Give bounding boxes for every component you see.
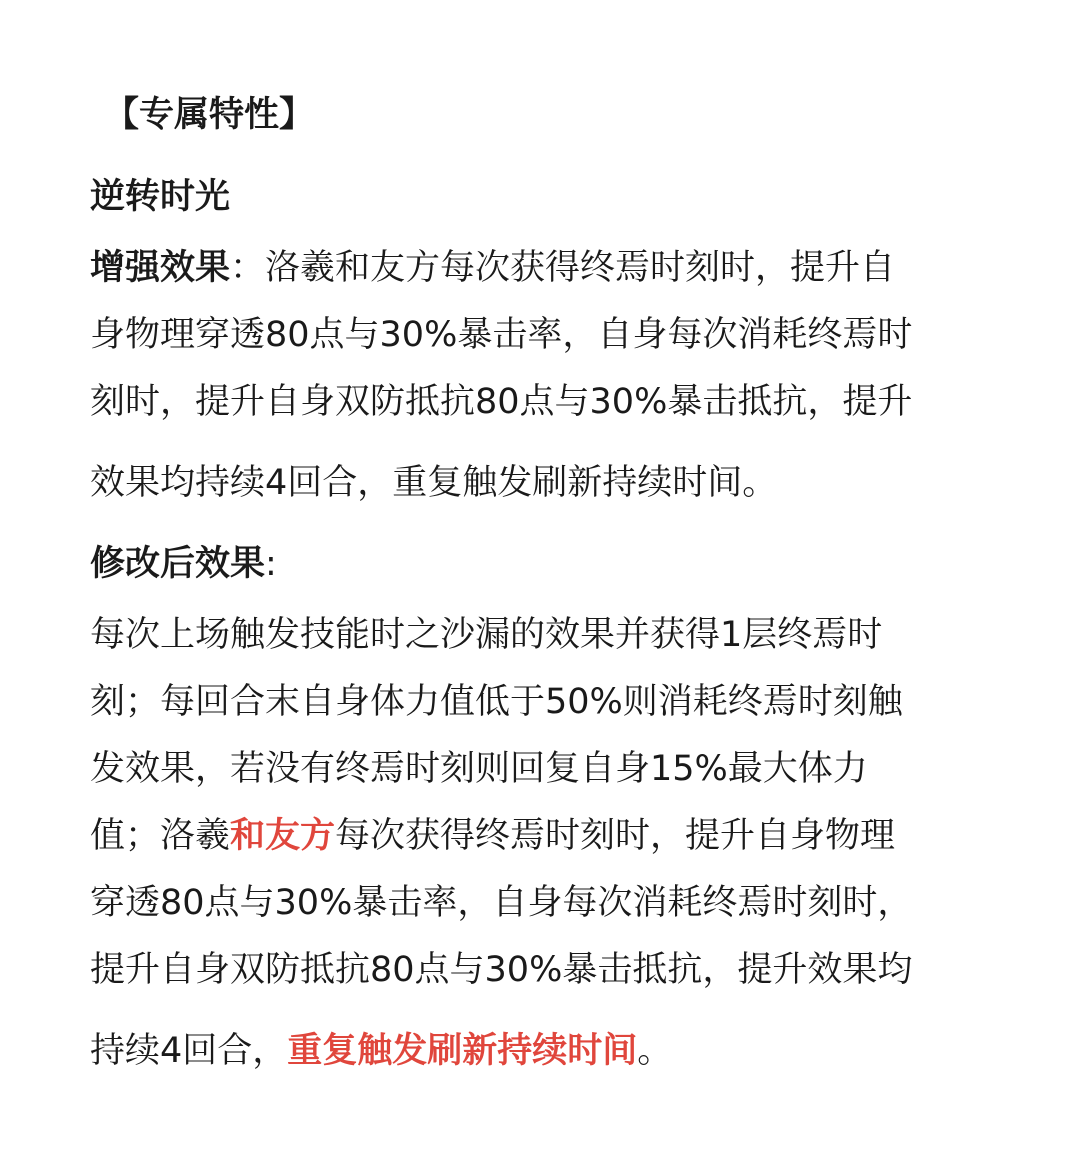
modified-effect-line-5: 穿透80点与30%暴击率，自身每次消耗终焉时刻时， (90, 883, 913, 923)
highlight-refresh-duration: 重复触发刷新持续时间 (287, 1031, 638, 1071)
modified-effect-label: 修改后效果 (90, 544, 266, 584)
modified-effect-text-4b: 每次获得终焉时刻时，提升自身物理 (335, 816, 896, 856)
modified-effect-line-6: 提升自身双防抵抗80点与30%暴击抵抗，提升效果均 (90, 950, 913, 990)
modified-effect-colon: : (265, 544, 277, 584)
modified-effect-text-7a: 持续4回合， (90, 1031, 288, 1071)
enhanced-effect-label: 增强效果 (90, 248, 231, 288)
enhanced-effect-line-2: 身物理穿透80点与30%暴击率，自身每次消耗终焉时 (90, 315, 913, 355)
modified-effect-text-7b: 。 (637, 1031, 673, 1071)
enhanced-effect-line-4: 效果均持续4回合，重复触发刷新持续时间。 (90, 463, 778, 503)
modified-effect-line-3: 发效果，若没有终焉时刻则回复自身15%最大体力 (90, 749, 868, 789)
highlight-allies: 和友方 (230, 816, 336, 856)
modified-effect-line-7 (90, 1029, 990, 1073)
enhanced-effect-colon: ： (230, 248, 266, 288)
modified-effect-line-2: 刻；每回合末自身体力值低于50%则消耗终焉时刻触 (90, 682, 903, 722)
modified-effect-line-4 (90, 814, 990, 858)
modified-effect-text-4a: 值；洛羲 (90, 816, 231, 856)
modified-effect-heading (90, 542, 990, 586)
section-title: 【专属特性】 (104, 95, 315, 135)
enhanced-effect-line-3: 刻时，提升自身双防抵抗80点与30%暴击抵抗，提升 (90, 382, 913, 422)
enhanced-effect-text-1: 洛羲和友方每次获得终焉时刻时，提升自 (265, 248, 896, 288)
skill-name: 逆转时光 (90, 177, 231, 217)
enhanced-effect-line-1 (90, 246, 990, 290)
modified-effect-line-1: 每次上场触发技能时之沙漏的效果并获得1层终焉时 (90, 615, 883, 655)
